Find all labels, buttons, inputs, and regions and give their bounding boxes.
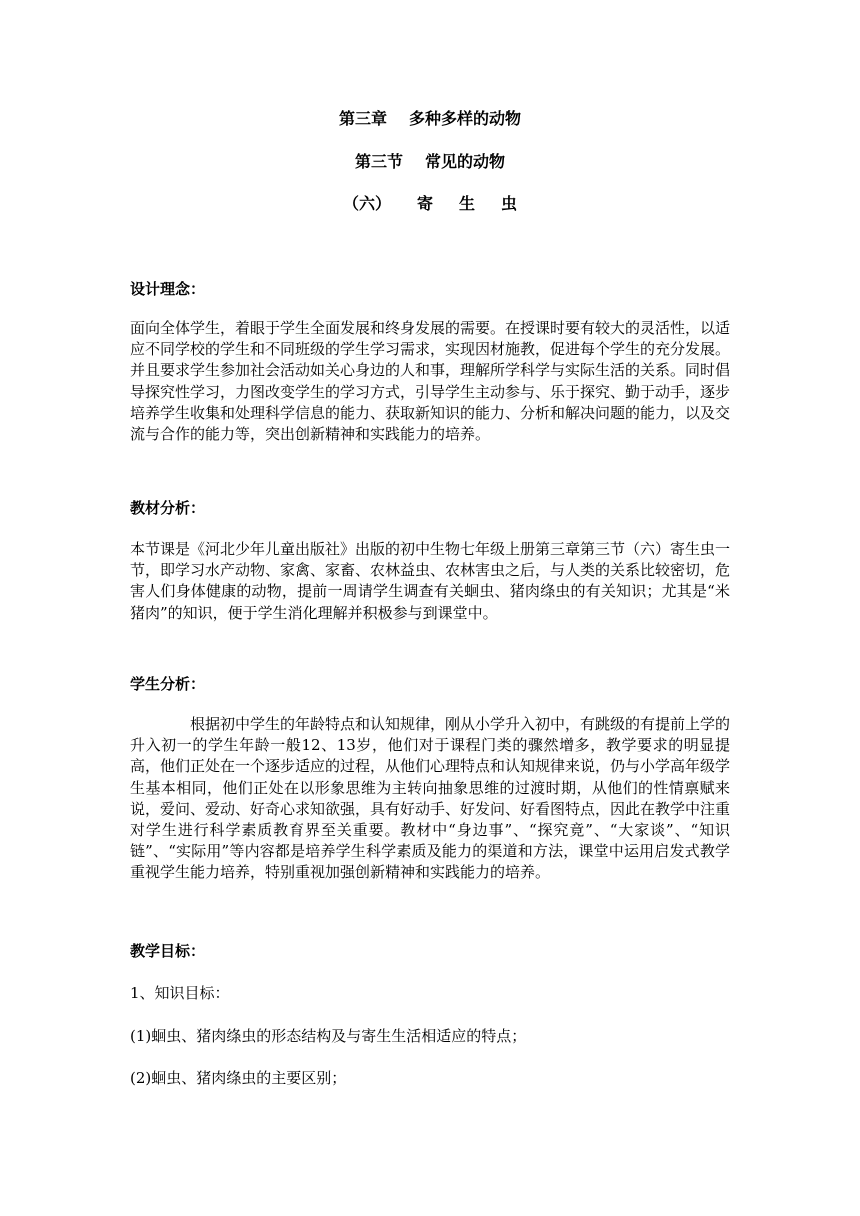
goal-item: (2)蛔虫、猪肉绦虫的主要区别； — [130, 1069, 347, 1087]
chapter-number: 第三章 — [338, 109, 387, 128]
design-paragraph: 面向全体学生，着眼于学生全面发展和终身发展的需要。在授课时要有较大的灵活性，以适应不同学校的学生和不同班级的学生学习需求，实现因材施教，促进每个学生的充分发展。并且要求学生参加社会活动如关心身边的人和事，理解所学科学与实际生活的关系。同时倡导探究性学习，力图改变学生的学习方式，引导学生主动参与、乐于探究、勤于动手，逐步培养学生收集和处理科学信息的能力、获取新知识的能力、分析和解决问题的能力，以及交流与合作的能力等，突出创新精神和实践能力的培养。 — [130, 319, 731, 444]
goal-item: (1)蛔虫、猪肉绦虫的形态结构及与寄生生活相适应的特点； — [130, 1027, 527, 1045]
goals-heading: 教学目标： — [130, 942, 206, 960]
chapter-name: 多种多样的动物 — [409, 109, 522, 128]
lesson-char: 寄 — [416, 194, 433, 213]
lesson-char: 虫 — [501, 194, 518, 213]
material-heading: 教材分析： — [130, 499, 206, 517]
material-paragraph: 本节课是《河北少年儿童出版社》出版的初中生物七年级上册第三章第三节（六）寄生虫一节，即学习水产动物、家禽、家畜、农林益虫、农林害虫之后，与人类的关系比较密切，危害人们身体健康的动物，提前一周请学生调查有关蛔虫、猪肉绦虫的有关知识；尤其是“米猪肉”的知识，便于学生消化理解并积极参与到课堂中。 — [130, 540, 731, 622]
lesson-number: （六） — [342, 194, 391, 213]
lesson-title — [0, 191, 860, 214]
section-title — [0, 149, 860, 172]
students-heading: 学生分析： — [130, 675, 206, 693]
chapter-title — [0, 106, 860, 129]
section-number: 第三节 — [354, 152, 403, 171]
design-heading: 设计理念： — [130, 280, 206, 298]
knowledge-goal-label: 1、知识目标： — [130, 984, 230, 1002]
lesson-char: 生 — [459, 194, 476, 213]
students-paragraph: 根据初中学生的年龄特点和认知规律，刚从小学升入初中，有跳级的有提前上学的升入初一的学生年龄一般12、13岁，他们对于课程门类的骤然增多，教学要求的明显提高，他们正处在一个逐步适应的过程，从他们心理特点和认知规律来说，仍与小学高年级学生基本相同，他们正处在以形象思维为主转向抽象思维的过渡时期，从他们的性情禀赋来说，爱问、爱动、好奇心求知欲强，具有好动手、好发问、好看图特点，因此在教学中注重对学生进行科学素质教育界至关重要。教材中“身边事”、“探究竟”、“大家谈”、“知识链”、“实际用”等内容都是培养学生科学素质及能力的渠道和方法，课堂中运用启发式教学重视学生能力培养，特别重视加强创新精神和实践能力的培养。 — [130, 715, 731, 882]
section-name: 常见的动物 — [425, 152, 506, 171]
